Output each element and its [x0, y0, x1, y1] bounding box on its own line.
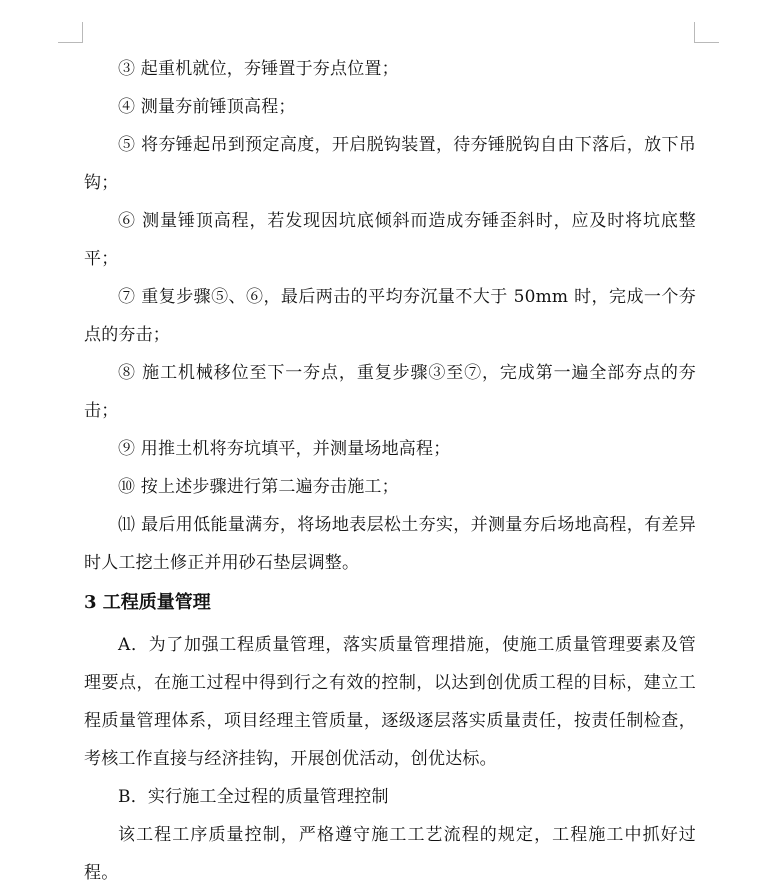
step-5: ⑤ 将夯锤起吊到预定高度，开启脱钩装置，待夯锤脱钩自由下落后，放下吊钩； [84, 135, 696, 193]
step-11: ⑾ 最后用低能量满夯，将场地表层松土夯实，并测量夯后场地高程，有差异时人工挖土修正并用砂石垫层调整。 [84, 515, 696, 573]
paragraph-process: 该工程工序质量控制，严格遵守施工工艺流程的规定，工程施工中抓好过程。 [84, 825, 696, 883]
paragraph-b: B．实行施工全过程的质量管理控制 [118, 787, 389, 807]
step-3: ③ 起重机就位，夯锤置于夯点位置； [118, 59, 399, 79]
step-8: ⑧ 施工机械移位至下一夯点，重复步骤③至⑦，完成第一遍全部夯点的夯击； [84, 363, 696, 421]
step-10: ⑩ 按上述步骤进行第二遍夯击施工； [118, 477, 399, 497]
step-9: ⑨ 用推土机将夯坑填平，并测量场地高程； [118, 439, 451, 459]
step-4: ④ 测量夯前锤顶高程； [118, 97, 296, 117]
section-heading: 3 工程质量管理 [84, 592, 211, 613]
crop-mark-top-right [694, 22, 719, 43]
document-body [84, 50, 696, 892]
step-6: ⑥ 测量锤顶高程，若发现因坑底倾斜而造成夯锤歪斜时，应及时将坑底整平； [84, 211, 696, 269]
paragraph-a: A．为了加强工程质量管理，落实质量管理措施，使施工质量管理要素及管理要点，在施工过程中得到行之有效的控制，以达到创优质工程的目标，建立工程质量管理体系，项目经理主管质量，逐级逐层落实质量责任，按责任制检查，考核工作直接与经济挂钩，开展创优活动，创优达标。 [84, 635, 696, 769]
crop-mark-top-left [58, 22, 83, 43]
step-7: ⑦ 重复步骤⑤、⑥，最后两击的平均夯沉量不大于 50mm 时，完成一个夯点的夯击； [84, 287, 696, 345]
